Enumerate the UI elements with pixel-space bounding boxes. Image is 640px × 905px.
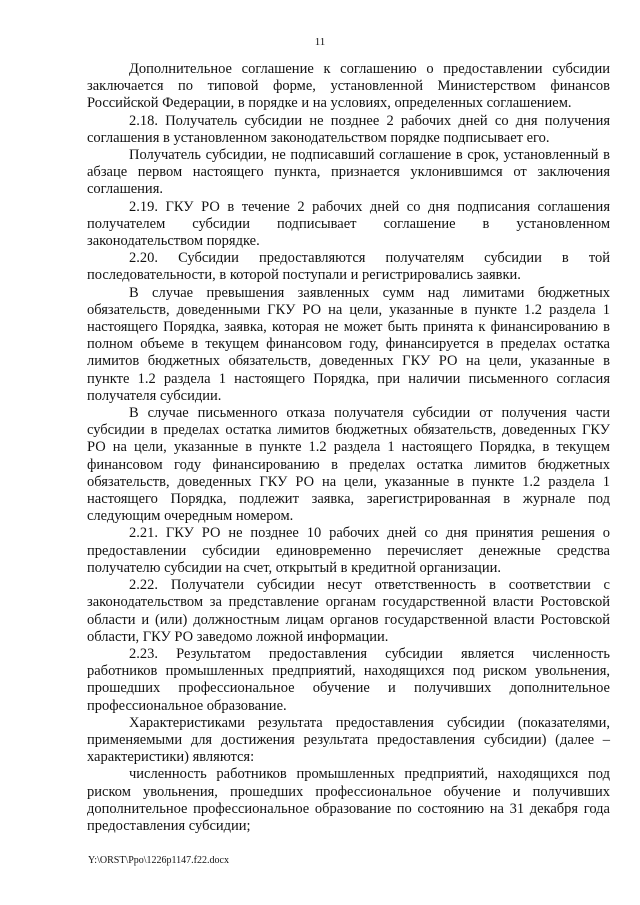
paragraph-2-23: 2.23. Результатом предоставления субсидии является численность работников промышленных предприятий, находящихся под риском увольнения, прошедших профессиональное обучение и получивших дополнительное профессиональное образование. bbox=[87, 645, 610, 714]
paragraph-excess-limits: В случае превышения заявленных сумм над лимитами бюджетных обязательств, доведенными ГКУ РО на цели, указанные в пункте 1.2 раздела 1 настоящего Порядка, заявка, которая не может быть принята к финансированию в полном объеме в текущем финансовом году, финансируется в пределах остатка лимитов бюджетных обязательств, доведенных ГКУ РО на цели, указанные в пункте 1.2 раздела 1 настоящего Порядка, при наличии письменного согласия получателя субсидии. bbox=[87, 284, 610, 404]
paragraph-2-21: 2.21. ГКУ РО не позднее 10 рабочих дней со дня принятия решения о предоставлении субсидии единовременно перечисляет денежные средства получателю субсидии на счет, открытый в кредитной организации. bbox=[87, 525, 610, 576]
paragraph-2-20: 2.20. Субсидии предоставляются получателям субсидии в той последовательности, в которой поступали и регистрировались заявки. bbox=[87, 250, 610, 284]
paragraph-2-18: 2.18. Получатель субсидии не позднее 2 рабочих дней со дня получения соглашения в установленном законодательством порядке подписывает его. bbox=[87, 112, 610, 146]
paragraph-2-19: 2.19. ГКУ РО в течение 2 рабочих дней со дня подписания соглашения получателем субсидии подписывает соглашение в установленном законодательством порядке. bbox=[87, 198, 610, 250]
paragraph-characteristics: Характеристиками результата предоставления субсидии (показателями, применяемыми для достижения результата предоставления субсидии) (далее – характеристики) являются: bbox=[87, 714, 610, 766]
page-number: 11 bbox=[314, 36, 326, 48]
paragraph-2-22: 2.22. Получатели субсидии несут ответственность в соответствии с законодательством за представление органам государственной власти Ростовской области и (или) должностным лицам органов государственной власти Ростовской области, ГКУ РО заведомо ложной информации. bbox=[87, 577, 610, 645]
paragraph-written-refusal: В случае письменного отказа получателя субсидии от получения части субсидии в пределах остатка лимитов бюджетных обязательств, доведенных ГКУ РО на цели, указанные в пункте 1.2 раздела 1 настоящего Порядка, в текущем финансовом году финансированию в пределах остатка лимитов бюджетных обязательств, доведенных ГКУ РО на цели, указанные в пункте 1.2 раздела 1 настоящего Порядка, подлежит заявка, зарегистрированная в журнале под следующим очередным номером. bbox=[87, 405, 610, 525]
paragraph-supplementary-agreement: Дополнительное соглашение к соглашению о предоставлении субсидии заключается по типовой форме, установленной Министерством финансов Российской Федерации, в порядке и на условиях, определенных соглашением. bbox=[87, 61, 610, 112]
paragraph-headcount: численность работников промышленных предприятий, находящихся под риском увольнения, прошедших профессиональное обучение и получивших дополнительное профессиональное образование по состоянию на 31 декабря года предоставления субсидии; bbox=[87, 766, 610, 834]
file-path-footer: Y:\ORST\Ppo\1226p1147.f22.docx bbox=[88, 855, 229, 866]
paragraph-evasion: Получатель субсидии, не подписавший соглашение в срок, установленный в абзаце первом настоящего пункта, признается уклонившимся от заключения соглашения. bbox=[87, 147, 610, 198]
document-body bbox=[87, 61, 610, 835]
